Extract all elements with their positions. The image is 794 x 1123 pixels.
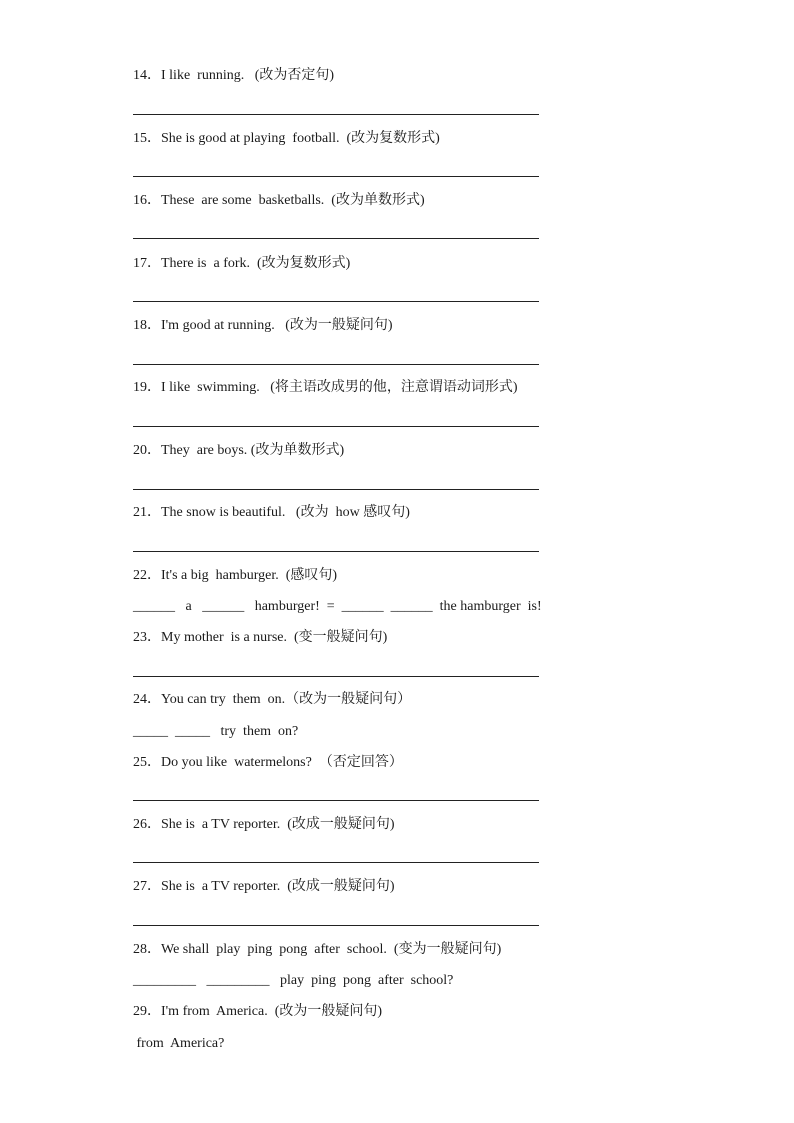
- question-23: 23．My mother is a nurse. (变一般疑问句): [133, 630, 388, 645]
- question-16: 16．These are some basketballs. (改为单数形式): [133, 193, 425, 208]
- question-20: 20．They are boys. (改为单数形式): [133, 443, 345, 458]
- fill-blank-28[interactable]: _________ _________ play ping pong after school?: [133, 973, 454, 988]
- answer-line-23[interactable]: [133, 676, 539, 677]
- answer-line-25[interactable]: [133, 800, 539, 801]
- fill-blank-22[interactable]: ______ a ______ hamburger! = ______ ______ the hamburger is!: [133, 599, 542, 614]
- question-14: 14．I like running. (改为否定句): [133, 68, 335, 83]
- question-19: 19．I like swimming. (将主语改成男的他，注意谓语动词形式): [133, 380, 518, 395]
- question-22: 22．It's a big hamburger. (感叹句): [133, 568, 338, 583]
- answer-line-18[interactable]: [133, 364, 539, 365]
- question-27: 27．She is a TV reporter. (改成一般疑问句): [133, 879, 395, 894]
- answer-line-15[interactable]: [133, 176, 539, 177]
- question-15: 15．She is good at playing football. (改为复数形式): [133, 131, 440, 146]
- answer-line-20[interactable]: [133, 489, 539, 490]
- fill-blank-29[interactable]: from America?: [133, 1036, 225, 1051]
- answer-line-19[interactable]: [133, 426, 539, 427]
- answer-line-21[interactable]: [133, 551, 539, 552]
- question-29: 29．I'm from America. (改为一般疑问句): [133, 1004, 383, 1019]
- answer-line-14[interactable]: [133, 114, 539, 115]
- answer-line-27[interactable]: [133, 925, 539, 926]
- question-24: 24．You can try them on.（改为一般疑问句）: [133, 692, 412, 707]
- answer-line-26[interactable]: [133, 862, 539, 863]
- answer-line-16[interactable]: [133, 238, 539, 239]
- question-26: 26．She is a TV reporter. (改成一般疑问句): [133, 817, 395, 832]
- fill-blank-24[interactable]: _____ _____ try them on?: [133, 724, 299, 739]
- question-21: 21．The snow is beautiful. (改为 how 感叹句): [133, 505, 410, 520]
- question-18: 18．I'm good at running. (改为一般疑问句): [133, 318, 393, 333]
- answer-line-17[interactable]: [133, 301, 539, 302]
- question-25: 25．Do you like watermelons? （否定回答）: [133, 755, 403, 770]
- question-17: 17．There is a fork. (改为复数形式): [133, 256, 351, 271]
- question-28: 28．We shall play ping pong after school. (变为一般疑问句): [133, 942, 502, 957]
